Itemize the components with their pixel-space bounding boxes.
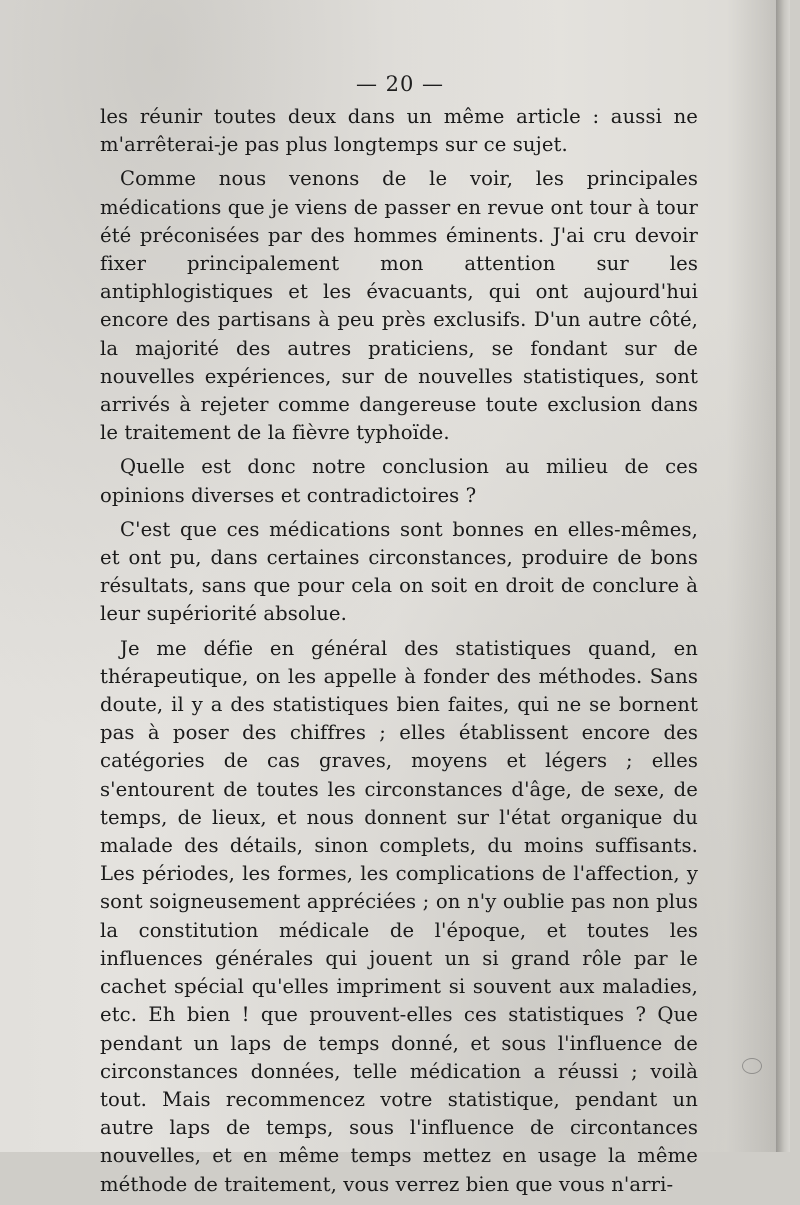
page-edge-shadow: [776, 0, 790, 1152]
paragraph-medications: Comme nous venons de le voir, les principales médications que je viens de passer en revue ont tour à tour été préconisées par des hommes éminents. J'ai cru devoir fixer principalement mon attention sur les antiphlogistiques et les évacuants, qui ont aujourd'hui encore des partisans à peu près exclusifs. D'un autre côté, la majorité des autres praticiens, se fondant sur de nouvelles expériences, sur de nouvelles statistiques, sont arrivés à rejeter comme dangereuse toute exclusion dans le traitement de la fièvre typhoïde.: [100, 167, 698, 445]
paragraph-conclusion: C'est que ces médications sont bonnes en elles-mêmes, et ont pu, dans certaines circonstances, produire de bons résultats, sans que pour cela on soit en droit de conclure à leur supériorité absolue.: [100, 517, 698, 626]
body-text: [100, 103, 698, 1205]
paragraph-continuation: les réunir toutes deux dans un même article : aussi ne m'arrêterai-je pas plus longtemps sur ce sujet.: [100, 105, 698, 157]
paragraph-statistics: Je me défie en général des statistiques quand, en thérapeutique, on les appelle à fonder des méthodes. Sans doute, il y a des statistiques bien faites, qui ne se bornent pas à poser des chiffres ; elles établissent encore des catégories de cas graves, moyens et légers ; elles s'entourent de toutes les circonstances d'âge, de sexe, de temps, de lieux, et nous donnent sur l'état organique du malade des détails, sinon complets, du moins suffisants. Les périodes, les formes, les complications de l'affection, y sont soigneusement appréciées ; on n'y oublie pas non plus la constitution médicale de l'époque, et toutes les influences générales qui jouent un si grand rôle par le cachet spécial qu'elles impriment si souvent aux maladies, etc. Eh bien ! que prouvent-elles ces statistiques ? Que pendant un laps de temps donné, et sous l'influence de circonstances données, telle médication a réussi ; voilà tout. Mais recommencez votre statistique, pendant un autre laps de temps, sous l'influence de circontances nouvelles, et en même temps mettez en usage la même méthode de traitement, vous verrez bien que vous n'arri-: [100, 636, 698, 1196]
paragraph-question: Quelle est donc notre conclusion au milieu de ces opinions diverses et contradictoires ?: [100, 455, 698, 507]
paper-stain: [742, 1058, 762, 1074]
page-number: — 20 —: [355, 72, 445, 96]
